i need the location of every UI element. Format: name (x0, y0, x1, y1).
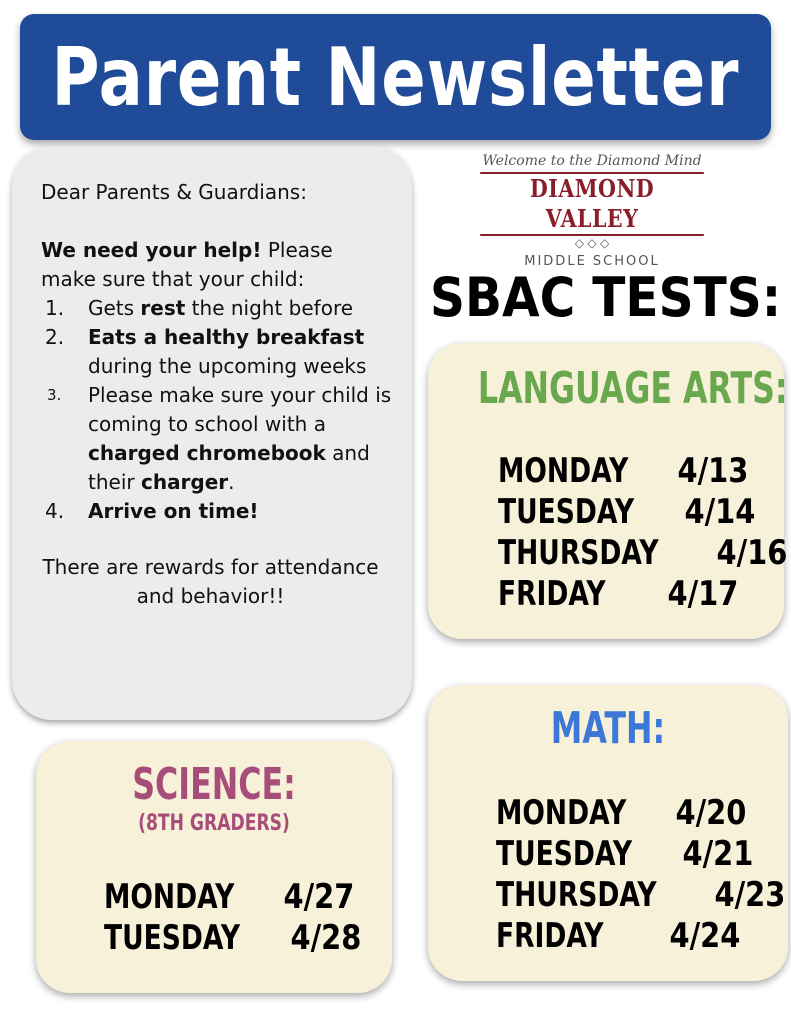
schedule-row (104, 877, 355, 918)
item-bold: charger (140, 470, 229, 494)
math-title: MATH: (550, 703, 666, 754)
schedule-row (498, 492, 756, 533)
item-text: the night before (185, 296, 354, 320)
schedule-date: 4/20 (675, 793, 747, 833)
schedule-day: TUESDAY (498, 492, 635, 532)
logo-school-name: DIAMOND VALLEY (480, 172, 704, 236)
science-schedule (104, 877, 362, 959)
schedule-date: 4/28 (290, 918, 362, 958)
list-item (41, 497, 392, 526)
schedule-date: 4/13 (677, 451, 749, 491)
schedule-date: 4/16 (716, 533, 788, 573)
item-text: and their (88, 441, 370, 494)
schedule-day: THURSDAY (498, 533, 659, 573)
schedule-row (496, 916, 740, 957)
sbac-heading: SBAC TESTS: (430, 266, 782, 329)
item-text: Gets (88, 296, 141, 320)
item-bold: rest (140, 296, 186, 320)
schedule-day: TUESDAY (104, 918, 241, 958)
diamond-icon: ◇ ◇ ◇ (574, 236, 610, 250)
letter-greeting: Dear Parents & Guardians: (41, 180, 307, 204)
math-schedule (496, 793, 786, 957)
schedule-day: MONDAY (104, 877, 235, 917)
list-number: 2. (45, 325, 65, 349)
item-bold: Eats a healthy breakfast (88, 325, 365, 349)
intro-bold: We need your help! (41, 238, 262, 262)
science-card (36, 741, 392, 993)
math-card (428, 685, 788, 981)
list-item (41, 323, 392, 381)
intro-rest: Please make sure that your child: (41, 238, 333, 291)
page-title: Parent Newsletter (51, 30, 740, 124)
list-item (41, 381, 392, 497)
schedule-day: THURSDAY (496, 875, 657, 915)
item-bold: charged chromebook (88, 441, 326, 465)
science-title: SCIENCE: (132, 759, 296, 810)
item-text: Please make sure your child is coming to school with a (88, 383, 392, 436)
item-bold: Arrive on time! (88, 499, 259, 523)
parent-letter-card (12, 146, 412, 720)
schedule-date: 4/23 (714, 875, 786, 915)
language-arts-title: LANGUAGE ARTS: (477, 363, 788, 414)
list-item (41, 294, 392, 323)
schedule-row (498, 574, 738, 615)
schedule-day: MONDAY (498, 451, 629, 491)
item-text: during the upcoming weeks (88, 354, 367, 378)
schedule-day: MONDAY (496, 793, 627, 833)
science-subtitle: (8TH GRADERS) (138, 811, 290, 836)
letter-intro (41, 236, 392, 294)
schedule-row (496, 875, 786, 916)
schedule-date: 4/17 (667, 574, 738, 614)
schedule-day: FRIDAY (496, 916, 604, 956)
list-number: 1. (45, 296, 65, 320)
request-list (41, 294, 392, 526)
logo-tagline: Welcome to the Diamond Mind (482, 153, 702, 169)
item-text: . (228, 470, 235, 494)
schedule-day: FRIDAY (498, 574, 606, 614)
logo-subtitle: MIDDLE SCHOOL (524, 254, 660, 269)
schedule-date: 4/21 (682, 834, 754, 874)
language-arts-schedule (498, 451, 788, 615)
schedule-day: TUESDAY (496, 834, 633, 874)
school-logo (462, 152, 722, 269)
schedule-date: 4/24 (669, 916, 740, 956)
schedule-row (104, 918, 362, 959)
schedule-date: 4/14 (684, 492, 756, 532)
language-arts-card (428, 343, 788, 639)
schedule-date: 4/27 (283, 877, 355, 917)
schedule-row (498, 533, 788, 574)
schedule-row (496, 793, 747, 834)
rewards-note: There are rewards for attendance and behavior!! (42, 555, 379, 608)
schedule-row (498, 451, 749, 492)
list-number: 4. (45, 499, 65, 523)
list-number: 3. (47, 386, 62, 404)
newsletter-banner (20, 14, 771, 140)
schedule-row (496, 834, 754, 875)
